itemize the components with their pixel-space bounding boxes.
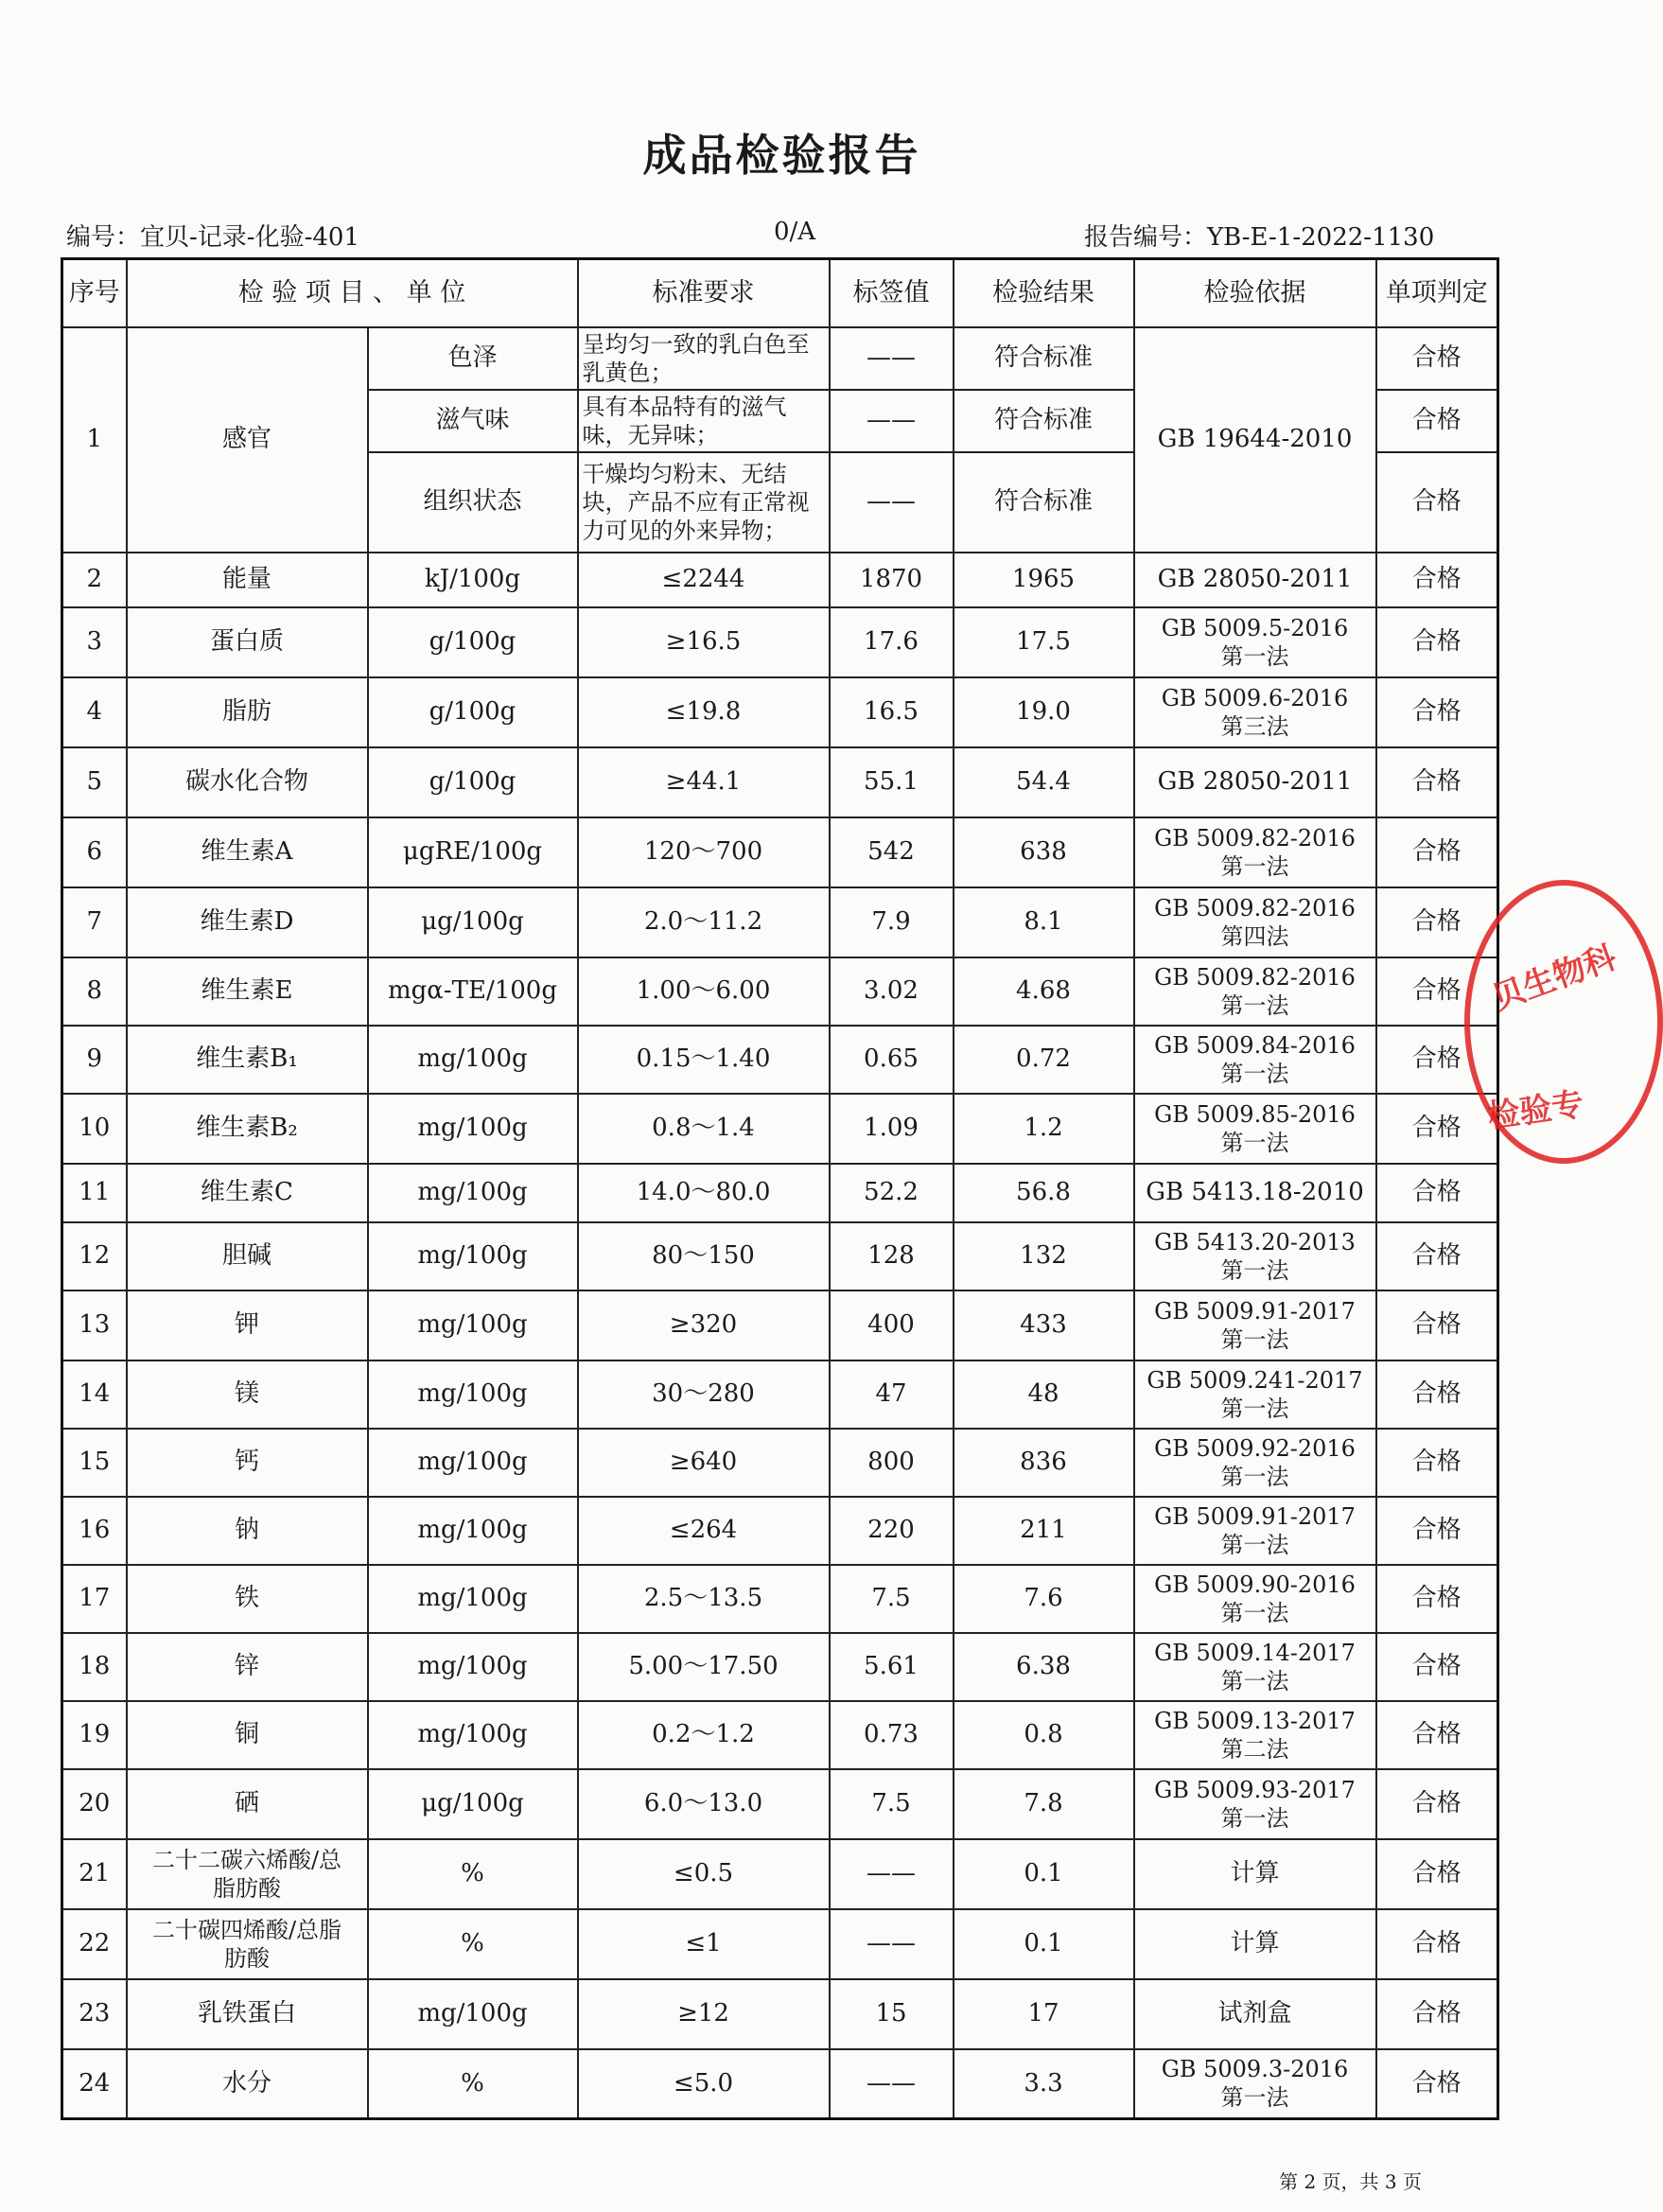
requirement-cell: 0.15～1.40 (578, 1026, 830, 1094)
requirement-cell: 2.5～13.5 (578, 1565, 830, 1633)
result-cell: 836 (954, 1429, 1134, 1497)
label-value-cell: 0.65 (830, 1026, 954, 1094)
label-value-cell: —— (830, 327, 954, 390)
unit-cell: % (368, 1839, 578, 1909)
item-name: 蛋白质 (127, 607, 368, 677)
requirement-cell: 14.0～80.0 (578, 1164, 830, 1222)
row-no: 13 (62, 1290, 127, 1361)
label-value-cell: 220 (830, 1497, 954, 1565)
row-no: 4 (62, 677, 127, 747)
method-cell: GB 5009.91-2017 第一法 (1134, 1290, 1376, 1361)
verdict-cell: 合格 (1376, 1497, 1498, 1565)
item-name: 钙 (127, 1429, 368, 1497)
item-name: 乳铁蛋白 (127, 1979, 368, 2049)
method-cell: 计算 (1134, 1839, 1376, 1909)
unit-cell: % (368, 2049, 578, 2119)
verdict-cell: 合格 (1376, 1979, 1498, 2049)
method-cell: GB 5413.20-2013 第一法 (1134, 1222, 1376, 1290)
verdict-cell: 合格 (1376, 553, 1498, 607)
unit-cell: mg/100g (368, 1701, 578, 1769)
report-number: 报告编号：YB-E-1-2022-1130 (1084, 223, 1435, 252)
unit-cell: g/100g (368, 747, 578, 817)
label-value-cell: 128 (830, 1222, 954, 1290)
label-value-cell: 7.9 (830, 887, 954, 957)
table-row (62, 1633, 1498, 1701)
row-no: 21 (62, 1839, 127, 1909)
item-name: 钠 (127, 1497, 368, 1565)
verdict-cell: 合格 (1376, 817, 1498, 887)
verdict-cell: 合格 (1376, 1429, 1498, 1497)
version-code: 0/A (774, 218, 816, 246)
requirement-cell: 具有本品特有的滋气 味，无异味； (578, 390, 830, 452)
table-row (62, 1497, 1498, 1565)
unit-cell: μg/100g (368, 887, 578, 957)
result-cell: 0.1 (954, 1909, 1134, 1979)
result-cell: 8.1 (954, 887, 1134, 957)
record-number: 编号：宜贝-记录-化验-401 (66, 223, 359, 252)
header-method: 检验依据 (1134, 259, 1376, 327)
row-no: 8 (62, 957, 127, 1026)
header-result: 检验结果 (954, 259, 1134, 327)
item-name: 维生素D (127, 887, 368, 957)
unit-cell: mg/100g (368, 1361, 578, 1429)
verdict-cell: 合格 (1376, 1701, 1498, 1769)
table-body (62, 327, 1498, 2119)
inspection-table (61, 257, 1499, 2120)
item-name: 维生素A (127, 817, 368, 887)
result-cell: 1965 (954, 553, 1134, 607)
requirement-cell: 1.00～6.00 (578, 957, 830, 1026)
method-cell: GB 5413.18-2010 (1134, 1164, 1376, 1222)
item-name: 水分 (127, 2049, 368, 2119)
item-name: 脂肪 (127, 677, 368, 747)
label-value-cell: —— (830, 390, 954, 452)
requirement-cell: ≤264 (578, 1497, 830, 1565)
row-no: 15 (62, 1429, 127, 1497)
row-no: 1 (62, 327, 127, 553)
result-cell: 7.6 (954, 1565, 1134, 1633)
document-title: 成品检验报告 (642, 130, 921, 181)
item-name: 胆碱 (127, 1222, 368, 1290)
verdict-cell: 合格 (1376, 1769, 1498, 1839)
header-item: 检 验 项 目 、 单 位 (127, 259, 578, 327)
label-value-cell: —— (830, 452, 954, 553)
method-cell: GB 5009.6-2016 第三法 (1134, 677, 1376, 747)
label-value-cell: 400 (830, 1290, 954, 1361)
verdict-cell: 合格 (1376, 1633, 1498, 1701)
table-row (62, 817, 1498, 887)
unit-cell: mg/100g (368, 1290, 578, 1361)
red-seal-stamp (1464, 880, 1663, 1164)
sensory-item: 滋气味 (368, 390, 578, 452)
unit-cell: μg/100g (368, 1769, 578, 1839)
requirement-cell: ≥16.5 (578, 607, 830, 677)
table-row (62, 1565, 1498, 1633)
table-row (62, 1909, 1498, 1979)
item-name: 钾 (127, 1290, 368, 1361)
unit-cell: mg/100g (368, 1979, 578, 2049)
verdict-cell: 合格 (1376, 1361, 1498, 1429)
unit-cell: mg/100g (368, 1164, 578, 1222)
verdict-cell: 合格 (1376, 1565, 1498, 1633)
requirement-cell: ≥320 (578, 1290, 830, 1361)
requirement-cell: 6.0～13.0 (578, 1769, 830, 1839)
item-name: 维生素B₁ (127, 1026, 368, 1094)
result-cell: 56.8 (954, 1164, 1134, 1222)
requirement-cell: ≤19.8 (578, 677, 830, 747)
verdict-cell: 合格 (1376, 677, 1498, 747)
requirement-cell: 呈均匀一致的乳白色至 乳黄色； (578, 327, 830, 390)
table-row (62, 1429, 1498, 1497)
result-cell: 48 (954, 1361, 1134, 1429)
row-no: 6 (62, 817, 127, 887)
unit-cell: g/100g (368, 677, 578, 747)
row-no: 22 (62, 1909, 127, 1979)
requirement-cell: 0.2～1.2 (578, 1701, 830, 1769)
table-row (62, 1222, 1498, 1290)
table-row (62, 1290, 1498, 1361)
requirement-cell: 80～150 (578, 1222, 830, 1290)
verdict-cell: 合格 (1376, 1026, 1498, 1094)
table-row (62, 1701, 1498, 1769)
unit-cell: mg/100g (368, 1222, 578, 1290)
result-cell: 19.0 (954, 677, 1134, 747)
item-name: 维生素C (127, 1164, 368, 1222)
label-value-cell: 800 (830, 1429, 954, 1497)
table-header-row (62, 259, 1498, 327)
result-cell: 0.1 (954, 1839, 1134, 1909)
table-row (62, 553, 1498, 607)
row-no: 2 (62, 553, 127, 607)
item-name: 锌 (127, 1633, 368, 1701)
table-row (62, 887, 1498, 957)
row-no: 9 (62, 1026, 127, 1094)
result-cell: 符合标准 (954, 452, 1134, 553)
row-no: 20 (62, 1769, 127, 1839)
label-value-cell: 3.02 (830, 957, 954, 1026)
verdict-cell: 合格 (1376, 2049, 1498, 2119)
verdict-cell: 合格 (1376, 452, 1498, 553)
verdict-cell: 合格 (1376, 1222, 1498, 1290)
item-name: 铁 (127, 1565, 368, 1633)
result-cell: 3.3 (954, 2049, 1134, 2119)
method-cell: GB 5009.93-2017 第一法 (1134, 1769, 1376, 1839)
method-cell: GB 5009.82-2016 第四法 (1134, 887, 1376, 957)
row-no: 12 (62, 1222, 127, 1290)
method-cell: GB 5009.5-2016 第一法 (1134, 607, 1376, 677)
row-no: 7 (62, 887, 127, 957)
method-cell: 试剂盒 (1134, 1979, 1376, 2049)
result-cell: 211 (954, 1497, 1134, 1565)
requirement-cell: ≥640 (578, 1429, 830, 1497)
result-cell: 符合标准 (954, 390, 1134, 452)
table-row (62, 2049, 1498, 2119)
method-cell: GB 5009.82-2016 第一法 (1134, 957, 1376, 1026)
row-no: 10 (62, 1094, 127, 1164)
table-row (62, 1164, 1498, 1222)
result-cell: 符合标准 (954, 327, 1134, 390)
seal-text-bottom: 检验专 (1485, 1085, 1586, 1136)
result-cell: 638 (954, 817, 1134, 887)
method-cell: 计算 (1134, 1909, 1376, 1979)
row-no: 17 (62, 1565, 127, 1633)
row-no: 16 (62, 1497, 127, 1565)
unit-cell: μgRE/100g (368, 817, 578, 887)
method-cell: GB 5009.14-2017 第一法 (1134, 1633, 1376, 1701)
verdict-cell: 合格 (1376, 957, 1498, 1026)
unit-cell: % (368, 1909, 578, 1979)
verdict-cell: 合格 (1376, 390, 1498, 452)
result-cell: 54.4 (954, 747, 1134, 817)
header-requirement: 标准要求 (578, 259, 830, 327)
method-cell: GB 5009.92-2016 第一法 (1134, 1429, 1376, 1497)
item-name: 铜 (127, 1701, 368, 1769)
table-row (62, 677, 1498, 747)
verdict-cell: 合格 (1376, 1839, 1498, 1909)
verdict-cell: 合格 (1376, 607, 1498, 677)
label-value-cell: 15 (830, 1979, 954, 2049)
item-name: 二十二碳六烯酸/总 脂肪酸 (127, 1839, 368, 1909)
table-row (62, 957, 1498, 1026)
row-no: 18 (62, 1633, 127, 1701)
requirement-cell: 干燥均匀粉末、无结 块，产品不应有正常视 力可见的外来异物； (578, 452, 830, 553)
method-cell: GB 5009.3-2016 第一法 (1134, 2049, 1376, 2119)
header-no: 序号 (62, 259, 127, 327)
result-cell: 0.8 (954, 1701, 1134, 1769)
requirement-cell: ≤5.0 (578, 2049, 830, 2119)
requirement-cell: ≤2244 (578, 553, 830, 607)
method-cell: GB 5009.91-2017 第一法 (1134, 1497, 1376, 1565)
requirement-cell: ≥44.1 (578, 747, 830, 817)
row-no: 11 (62, 1164, 127, 1222)
method-cell: GB 28050-2011 (1134, 553, 1376, 607)
sensory-group: 感官 (127, 327, 368, 553)
row-no: 19 (62, 1701, 127, 1769)
label-value-cell: —— (830, 1909, 954, 1979)
page-footer: 第 2 页，共 3 页 (1279, 2170, 1422, 2193)
row-no: 14 (62, 1361, 127, 1429)
row-no: 24 (62, 2049, 127, 2119)
unit-cell: mg/100g (368, 1565, 578, 1633)
verdict-cell: 合格 (1376, 1290, 1498, 1361)
item-name: 维生素B₂ (127, 1094, 368, 1164)
sensory-item: 组织状态 (368, 452, 578, 553)
header-label-value: 标签值 (830, 259, 954, 327)
method-cell: GB 28050-2011 (1134, 747, 1376, 817)
seal-text-top: 贝生物科 (1487, 938, 1621, 1018)
method-cell: GB 5009.13-2017 第二法 (1134, 1701, 1376, 1769)
method-cell: GB 5009.241-2017 第一法 (1134, 1361, 1376, 1429)
item-name: 硒 (127, 1769, 368, 1839)
sensory-item: 色泽 (368, 327, 578, 390)
requirement-cell: 30～280 (578, 1361, 830, 1429)
verdict-cell: 合格 (1376, 1094, 1498, 1164)
table-row (62, 1094, 1498, 1164)
table-row (62, 327, 1498, 390)
unit-cell: mg/100g (368, 1497, 578, 1565)
requirement-cell: ≤1 (578, 1909, 830, 1979)
requirement-cell: ≥12 (578, 1979, 830, 2049)
item-name: 能量 (127, 553, 368, 607)
unit-cell: mgα-TE/100g (368, 957, 578, 1026)
method-cell: GB 5009.82-2016 第一法 (1134, 817, 1376, 887)
header-verdict: 单项判定 (1376, 259, 1498, 327)
label-value-cell: 542 (830, 817, 954, 887)
label-value-cell: 47 (830, 1361, 954, 1429)
label-value-cell: 1.09 (830, 1094, 954, 1164)
unit-cell: kJ/100g (368, 553, 578, 607)
method-cell: GB 5009.90-2016 第一法 (1134, 1565, 1376, 1633)
method-cell: GB 5009.84-2016 第一法 (1134, 1026, 1376, 1094)
verdict-cell: 合格 (1376, 327, 1498, 390)
label-value-cell: —— (830, 1839, 954, 1909)
label-value-cell: 7.5 (830, 1565, 954, 1633)
table-row (62, 1839, 1498, 1909)
result-cell: 6.38 (954, 1633, 1134, 1701)
label-value-cell: 1870 (830, 553, 954, 607)
row-no: 3 (62, 607, 127, 677)
table-row (62, 1361, 1498, 1429)
unit-cell: mg/100g (368, 1026, 578, 1094)
verdict-cell: 合格 (1376, 747, 1498, 817)
method-cell: GB 19644-2010 (1134, 327, 1376, 553)
result-cell: 0.72 (954, 1026, 1134, 1094)
requirement-cell: 120～700 (578, 817, 830, 887)
result-cell: 132 (954, 1222, 1134, 1290)
result-cell: 17 (954, 1979, 1134, 2049)
unit-cell: g/100g (368, 607, 578, 677)
result-cell: 433 (954, 1290, 1134, 1361)
unit-cell: mg/100g (368, 1429, 578, 1497)
label-value-cell: 17.6 (830, 607, 954, 677)
label-value-cell: —— (830, 2049, 954, 2119)
result-cell: 17.5 (954, 607, 1134, 677)
label-value-cell: 16.5 (830, 677, 954, 747)
verdict-cell: 合格 (1376, 1909, 1498, 1979)
row-no: 23 (62, 1979, 127, 2049)
label-value-cell: 5.61 (830, 1633, 954, 1701)
method-cell: GB 5009.85-2016 第一法 (1134, 1094, 1376, 1164)
item-name: 镁 (127, 1361, 368, 1429)
label-value-cell: 7.5 (830, 1769, 954, 1839)
unit-cell: mg/100g (368, 1094, 578, 1164)
item-name: 维生素E (127, 957, 368, 1026)
table-row (62, 607, 1498, 677)
verdict-cell: 合格 (1376, 1164, 1498, 1222)
label-value-cell: 0.73 (830, 1701, 954, 1769)
table-row (62, 1769, 1498, 1839)
result-cell: 1.2 (954, 1094, 1134, 1164)
requirement-cell: 2.0～11.2 (578, 887, 830, 957)
table-row (62, 1026, 1498, 1094)
verdict-cell: 合格 (1376, 887, 1498, 957)
label-value-cell: 52.2 (830, 1164, 954, 1222)
table-row (62, 747, 1498, 817)
table-row (62, 1979, 1498, 2049)
requirement-cell: 5.00～17.50 (578, 1633, 830, 1701)
unit-cell: mg/100g (368, 1633, 578, 1701)
item-name: 二十碳四烯酸/总脂 肪酸 (127, 1909, 368, 1979)
result-cell: 7.8 (954, 1769, 1134, 1839)
requirement-cell: 0.8～1.4 (578, 1094, 830, 1164)
row-no: 5 (62, 747, 127, 817)
label-value-cell: 55.1 (830, 747, 954, 817)
requirement-cell: ≤0.5 (578, 1839, 830, 1909)
item-name: 碳水化合物 (127, 747, 368, 817)
result-cell: 4.68 (954, 957, 1134, 1026)
